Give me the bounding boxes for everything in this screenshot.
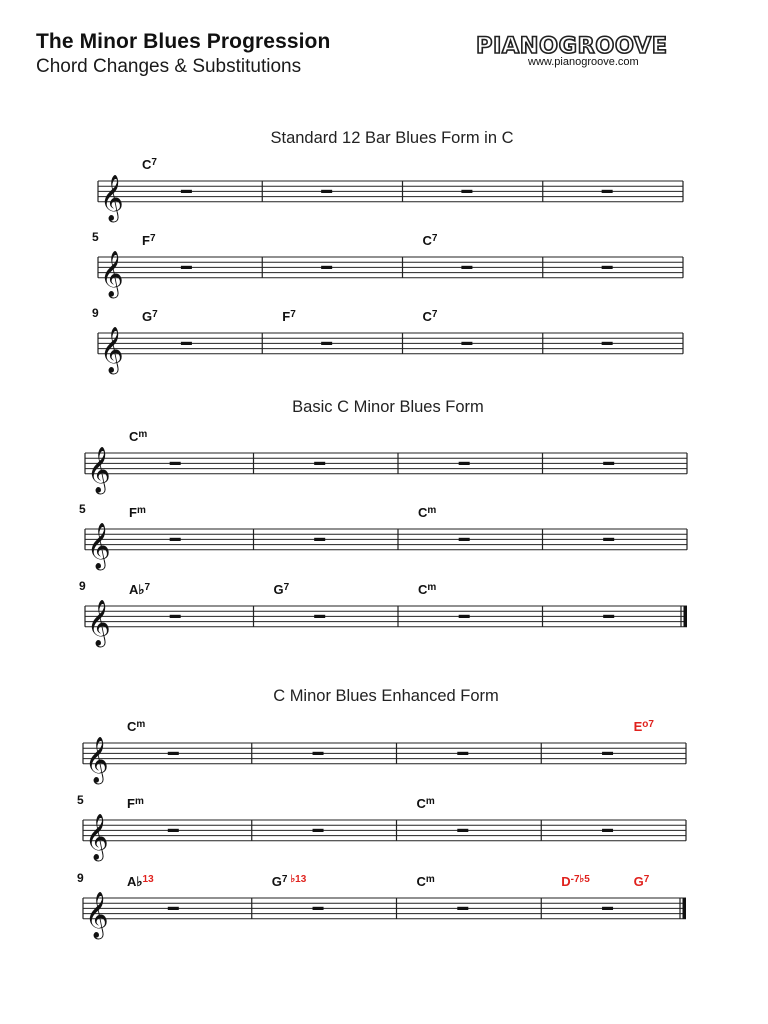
whole-rest: [602, 907, 613, 910]
whole-rest: [170, 462, 181, 465]
chord-root: C: [129, 429, 139, 444]
chord-suffix: 7: [431, 233, 438, 244]
measure-number: 5: [79, 502, 86, 516]
chord-root: C: [418, 582, 428, 597]
chord-root: F: [142, 233, 150, 248]
chord-suffix: 7: [149, 233, 156, 244]
whole-rest: [603, 538, 614, 541]
chord-symbol: [282, 309, 296, 324]
whole-rest: [602, 752, 613, 755]
chord-symbol: [423, 233, 438, 248]
measure-number: 5: [77, 793, 84, 807]
staff-row: [77, 871, 686, 940]
chord-root: C: [422, 309, 432, 324]
chord-root: C: [416, 796, 426, 811]
chord-extension: ♭13: [290, 874, 307, 885]
whole-rest: [314, 538, 325, 541]
chord-suffix: 7: [431, 309, 438, 320]
staff-row: [92, 230, 683, 299]
chord-suffix: m: [136, 505, 146, 516]
measure-number: 9: [92, 306, 99, 320]
whole-rest: [459, 615, 470, 618]
chord-suffix: m: [427, 505, 437, 516]
whole-rest: [181, 190, 192, 193]
whole-rest: [461, 266, 472, 269]
whole-rest: [457, 907, 468, 910]
staff-row: [92, 306, 683, 375]
chord-root: A♭: [127, 874, 143, 889]
chord-symbol: [129, 505, 146, 520]
chord-symbol: [142, 309, 158, 324]
whole-rest: [461, 342, 472, 345]
final-bar-thick: [684, 606, 688, 627]
whole-rest: [321, 266, 332, 269]
whole-rest: [181, 342, 192, 345]
staff-row: [79, 579, 687, 648]
section-title: Basic C Minor Blues Form: [292, 398, 484, 416]
chord-symbol: [272, 874, 307, 889]
section-title: Standard 12 Bar Blues Form in C: [270, 129, 514, 147]
chord-suffix: 7: [283, 582, 290, 593]
chord-symbol: [418, 505, 436, 520]
page-title: The Minor Blues Progression: [36, 30, 331, 53]
chord-root: E: [633, 719, 643, 734]
chord-suffix: -7♭5: [570, 874, 590, 885]
measure-number: 5: [92, 230, 99, 244]
chord-suffix: m: [427, 582, 437, 593]
chord-symbol: [423, 309, 438, 324]
page-subtitle: Chord Changes & Substitutions: [36, 56, 302, 77]
whole-rest: [168, 829, 179, 832]
staff-row: [77, 793, 686, 862]
measure-number: 9: [79, 579, 86, 593]
whole-rest: [321, 190, 332, 193]
whole-rest: [602, 342, 613, 345]
treble-clef-icon: 𝄞: [87, 599, 111, 646]
treble-clef-icon: 𝄞: [87, 522, 111, 569]
treble-clef-icon: 𝄞: [85, 813, 109, 860]
whole-rest: [313, 829, 324, 832]
chord-root: C: [416, 874, 426, 889]
chord-suffix: 7: [643, 874, 650, 885]
chord-suffix: 13: [142, 874, 154, 885]
chord-symbol: [127, 874, 154, 889]
chord-suffix: m: [425, 874, 435, 885]
chord-suffix: m: [425, 796, 435, 807]
chord-root: C: [422, 233, 432, 248]
chord-root: D: [561, 874, 571, 889]
chord-symbol: [129, 582, 151, 597]
chord-symbol: [127, 796, 144, 811]
whole-rest: [168, 907, 179, 910]
chord-suffix: m: [136, 719, 146, 730]
chord-root: F: [127, 796, 135, 811]
whole-rest: [314, 615, 325, 618]
chord-root: G: [633, 874, 644, 889]
chord-suffix: m: [138, 429, 148, 440]
whole-rest: [602, 190, 613, 193]
chord-symbol: [634, 874, 650, 889]
logo-wordmark: PIANOGROOVE: [476, 34, 668, 59]
whole-rest: [170, 538, 181, 541]
whole-rest: [603, 462, 614, 465]
treble-clef-icon: 𝄞: [100, 326, 124, 373]
whole-rest: [170, 615, 181, 618]
chord-root: G: [273, 582, 284, 597]
chord-suffix: 7: [152, 309, 158, 320]
whole-rest: [168, 752, 179, 755]
treble-clef-icon: 𝄞: [100, 250, 124, 297]
logo-url[interactable]: www.pianogroove.com: [528, 56, 639, 68]
chord-symbol: [561, 874, 590, 889]
whole-rest: [457, 752, 468, 755]
chord-symbol: [129, 429, 147, 444]
whole-rest: [313, 907, 324, 910]
treble-clef-icon: 𝄞: [85, 891, 109, 938]
chord-root: C: [127, 719, 137, 734]
whole-rest: [457, 829, 468, 832]
whole-rest: [314, 462, 325, 465]
chord-root: G: [142, 309, 153, 324]
treble-clef-icon: 𝄞: [85, 736, 109, 783]
staff-row: [98, 157, 683, 223]
chord-root: G: [271, 874, 282, 889]
chord-symbol: [417, 796, 435, 811]
chord-symbol: [142, 157, 157, 172]
staff-row: [83, 719, 686, 785]
whole-rest: [603, 615, 614, 618]
chord-symbol: [274, 582, 290, 597]
chord-root: F: [282, 309, 291, 324]
chord-root: F: [129, 505, 137, 520]
chord-symbol: [418, 582, 436, 597]
measure-number: 9: [77, 871, 84, 885]
final-bar-thick: [683, 898, 687, 919]
whole-rest: [461, 190, 472, 193]
chord-suffix: 7: [281, 874, 288, 885]
chord-suffix: o7: [642, 719, 654, 730]
chord-suffix: 7: [151, 157, 157, 168]
whole-rest: [602, 829, 613, 832]
treble-clef-icon: 𝄞: [100, 174, 124, 221]
chord-symbol: [417, 874, 435, 889]
section: [79, 398, 687, 648]
staff-row: [85, 429, 687, 495]
chord-symbol: [127, 719, 145, 734]
whole-rest: [602, 266, 613, 269]
chord-suffix: 7: [290, 309, 296, 320]
chord-symbol: [634, 719, 655, 734]
staff-row: [79, 502, 687, 571]
whole-rest: [181, 266, 192, 269]
section: [77, 687, 686, 940]
chord-suffix: m: [134, 796, 144, 807]
chord-symbol: [142, 233, 156, 248]
chord-root: A♭: [129, 582, 145, 597]
whole-rest: [321, 342, 332, 345]
section: [92, 129, 683, 375]
whole-rest: [459, 462, 470, 465]
chord-root: C: [142, 157, 152, 172]
chord-root: C: [418, 505, 428, 520]
chord-suffix: 7: [144, 582, 151, 593]
whole-rest: [313, 752, 324, 755]
treble-clef-icon: 𝄞: [87, 446, 111, 493]
section-title: C Minor Blues Enhanced Form: [273, 687, 499, 705]
whole-rest: [459, 538, 470, 541]
